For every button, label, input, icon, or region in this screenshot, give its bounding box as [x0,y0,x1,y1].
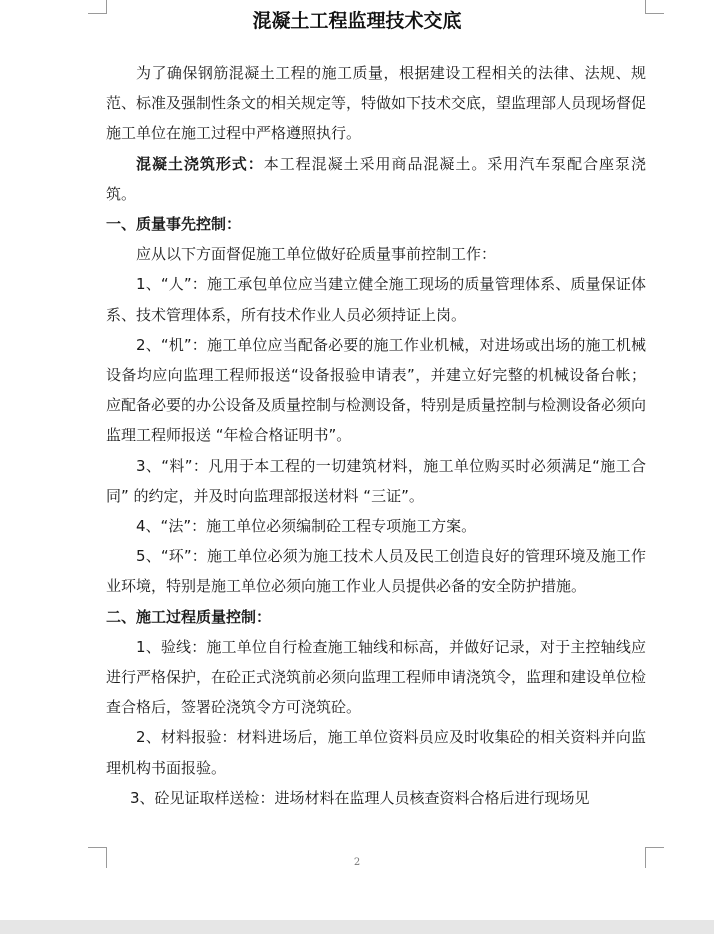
paragraph: 3、“料”：凡用于本工程的一切建筑材料，施工单位购买时必须满足“施工合同” 的约定，并及时向监理部报送材料 “三证”。 [106,456,646,505]
document-body [106,58,646,813]
paragraph: 1、“人”：施工承包单位应当建立健全施工现场的质量管理体系、质量保证体系、技术管理体系，所有技术作业人员必须持证上岗。 [106,275,646,324]
document-title: 混凝土工程监理技术交底 [252,10,462,32]
pour-form-text: 本工程混凝土采用商品混凝土。采用汽车泵配合座泵浇筑。 [106,154,646,203]
paragraph-pour-form [106,149,646,209]
page-number: 2 [353,857,361,868]
paragraph: 2、“机”：施工单位应当配备必要的施工作业机械，对进场或出场的施工机械设备均应向监理工程师报送“设备报验申请表”，并建立好完整的机械设备台帐；应配备必要的办公设备及质量控制与检测设备，特别是质量控制与检测设备必须向监理工程师报送 “年检合格证明书”。 [106,335,647,445]
paragraph-intro: 为了确保钢筋混凝土工程的施工质量，根据建设工程相关的法律、法规、规范、标准及强制性条文的相关规定等，特做如下技术交底，望监理部人员现场督促施工单位在施工过程中严格遵照执行。 [106,64,647,143]
paragraph: 1、验线：施工单位自行检查施工轴线和标高，并做好记录，对于主控轴线应进行严格保护，在砼正式浇筑前必须向监理工程师申请浇筑令，监理和建设单位检查合格后，签署砼浇筑令方可浇筑砼。 [106,637,647,717]
section-heading-2: 二、施工过程质量控制： [106,607,272,626]
paragraph: 应从以下方面督促施工单位做好砼质量事前控制工作： [136,245,497,264]
section-heading-1: 一、质量事先控制： [106,215,242,234]
paragraph: 2、材料报验：材料进场后，施工单位资料员应及时收集砼的相关资料并向监理机构书面报验。 [106,728,646,777]
paragraph: 4、“法”：施工单位必须编制砼工程专项施工方案。 [136,517,477,536]
paragraph: 5、“环”：施工单位必须为施工技术人员及民工创造良好的管理环境及施工作业环境，特别是施工单位必须向施工作业人员提供必备的安全防护措施。 [106,547,646,596]
paragraph: 3、砼见证取样送检：进场材料在监理人员核查资料合格后进行现场见 [130,788,590,807]
pour-form-lead: 混凝土浇筑形式： [136,154,264,173]
page-gap [0,920,714,934]
